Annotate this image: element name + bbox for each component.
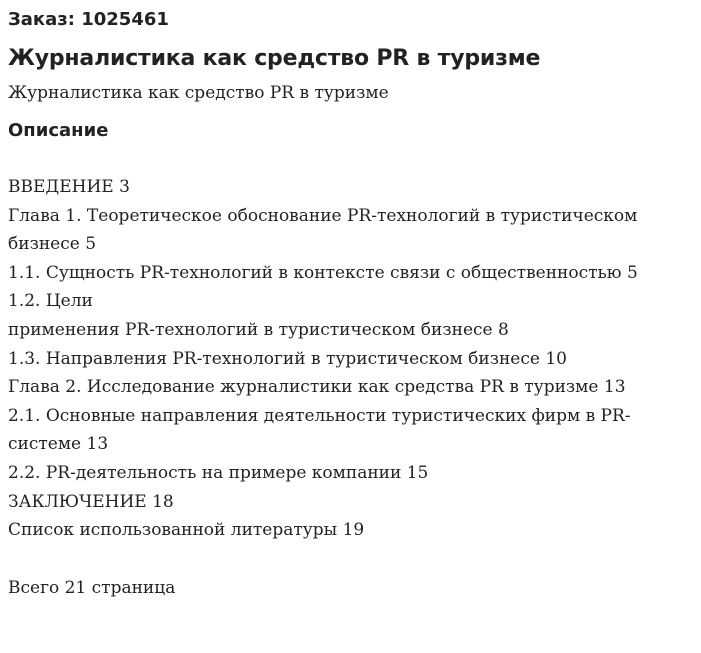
toc-line: Список использованной литературы 19 <box>8 520 365 541</box>
toc-line: 1.1. Сущность PR-технологий в контексте связи с общественностью 5 <box>8 262 638 283</box>
table-of-contents <box>8 173 693 545</box>
toc-line: ВВЕДЕНИЕ 3 <box>8 177 130 197</box>
total-pages: Всего 21 страница <box>8 577 176 598</box>
toc-line: 1.3. Направления PR-технологий в туристическом бизнесе 10 <box>8 348 567 369</box>
order-number: Заказ: 1025461 <box>8 9 169 30</box>
page-subtitle: Журналистика как средство PR в туризме <box>8 83 389 103</box>
toc-line: ЗАКЛЮЧЕНИЕ 18 <box>8 491 174 512</box>
toc-line: применения PR-технологий в туристическом бизнесе 8 <box>8 319 509 340</box>
toc-line: системе 13 <box>8 434 109 455</box>
toc-line: 1.2. Цели <box>8 291 93 312</box>
toc-line: Глава 1. Теоретическое обоснование PR-технологий в туристическом <box>8 205 638 226</box>
toc-line: 2.1. Основные направления деятельности туристических фирм в PR- <box>8 405 631 426</box>
toc-line: 2.2. PR-деятельность на примере компании 15 <box>8 462 429 483</box>
description-heading: Описание <box>8 120 109 141</box>
page-title: Журналистика как средство PR в туризме <box>8 46 541 71</box>
toc-line: бизнесе 5 <box>8 234 97 255</box>
toc-line: Глава 2. Исследование журналистики как средства PR в туризме 13 <box>8 377 626 398</box>
